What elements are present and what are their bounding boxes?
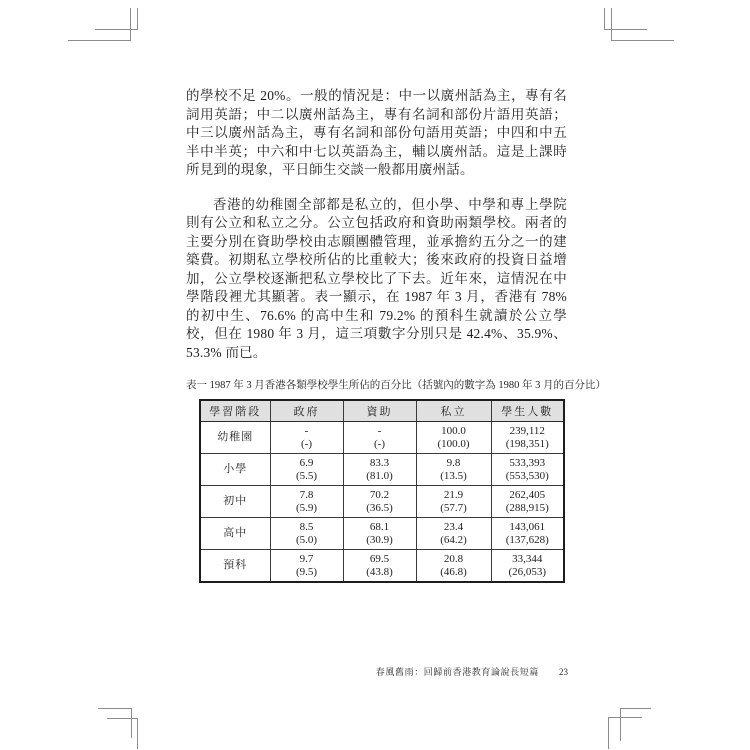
cell-private: 21.9 (57.7): [416, 486, 491, 518]
table-row: [200, 486, 564, 518]
crop-mark-bottom-right-inner: [608, 717, 642, 749]
table-header-row: [200, 400, 564, 422]
table-row: [200, 454, 564, 486]
cell-stage: 初中: [200, 486, 270, 518]
crop-mark-bottom-left-inner: [107, 718, 138, 749]
cell-aided: 70.2 (36.5): [343, 486, 416, 518]
cell-aided: - (-): [343, 422, 416, 454]
running-title: 春風舊雨：回歸前香港教育論說長短篇: [375, 667, 539, 677]
cell-gov: 9.7 (9.5): [270, 550, 343, 583]
cell-students: 533,393 (553,530): [491, 454, 564, 486]
body-paragraph-1: 的學校不足 20%。一般的情況是：中一以廣州話為主，專有名詞用英語；中二以廣州話為主，專有名詞和部份片語用英語；中三以廣州話為主，專有名詞和部份句語用英語；中四和中五半中半英；中六和中七以英語為主，輔以廣州話。這是上課時所見到的現象，平日師生交談一般都用廣州話。: [186, 88, 567, 177]
cell-aided: 83.3 (81.0): [343, 454, 416, 486]
cell-private: 20.8 (46.8): [416, 550, 491, 583]
cell-private: 100.0 (100.0): [416, 422, 491, 454]
page-number: 23: [559, 667, 568, 677]
cell-stage: 幼稚園: [200, 422, 270, 454]
body-paragraph-2: 香港的幼稚園全部都是私立的，但小學、中學和專上學院則有公立和私立之分。公立包括政府和資助兩類學校。兩者的主要分別在資助學校由志願團體管理，並承擔約五分之一的建築費。初期私立學校所佔的比重較大；後來政府的投資日益增加，公立學校逐漸把私立學校比了下去。近年來，這情況在中學階段裡尤其顯著。表一顯示，在 1987 年 3 月，香港有 78% 的初中生、76.6% 的高中生和 79.2% 的預科生就讀於公立學校，但在 1980 年 3 月，這三項數字分別只是 42.4%、35.9%、53.3% 而已。: [186, 196, 567, 360]
table-row: [200, 518, 564, 550]
cell-gov: 7.8 (5.9): [270, 486, 343, 518]
table-row: [200, 422, 564, 454]
school-statistics-table: [199, 399, 565, 583]
crop-mark-top-left-inner: [95, 8, 138, 30]
column-header-aided: 資助: [343, 400, 416, 422]
cell-stage: 小學: [200, 454, 270, 486]
cell-students: 143,061 (137,628): [491, 518, 564, 550]
column-header-stage: 學習階段: [200, 400, 270, 422]
cell-stage: 預科: [200, 550, 270, 583]
column-header-students: 學生人數: [491, 400, 564, 422]
text-column: [186, 87, 606, 583]
cell-gov: - (-): [270, 422, 343, 454]
table-row: [200, 550, 564, 583]
cell-gov: 6.9 (5.5): [270, 454, 343, 486]
cell-students: 239,112 (198,351): [491, 422, 564, 454]
cell-private: 23.4 (64.2): [416, 518, 491, 550]
cell-students: 33,344 (26,053): [491, 550, 564, 583]
cell-stage: 高中: [200, 518, 270, 550]
page-footer: [0, 665, 568, 678]
column-header-private: 私立: [416, 400, 491, 422]
cell-students: 262,405 (288,915): [491, 486, 564, 518]
cell-gov: 8.5 (5.0): [270, 518, 343, 550]
table-caption: 表一 1987 年 3 月香港各類學校學生所佔的百分比（括號內的數字為 1980 年 3 月的百分比）: [186, 380, 606, 391]
crop-mark-top-right-inner: [604, 8, 647, 30]
cell-aided: 68.1 (30.9): [343, 518, 416, 550]
cell-private: 9.8 (13.5): [416, 454, 491, 486]
column-header-gov: 政府: [270, 400, 343, 422]
cell-aided: 69.5 (43.8): [343, 550, 416, 583]
